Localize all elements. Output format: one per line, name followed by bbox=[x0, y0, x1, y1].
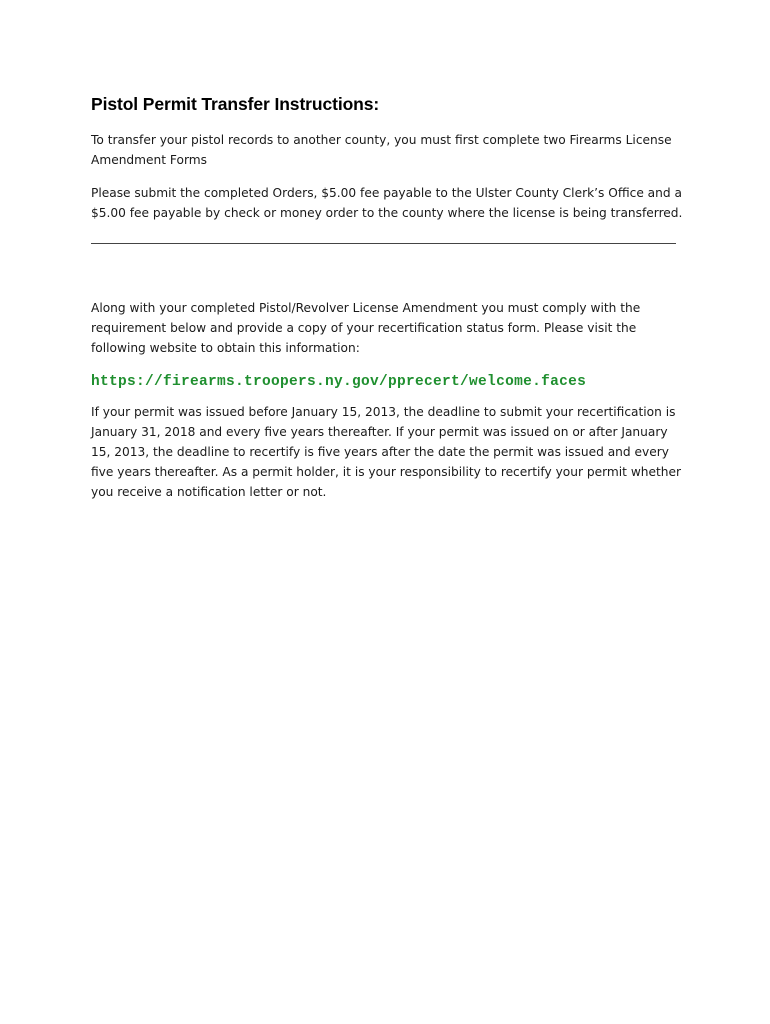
transfer-instructions-paragraph: To transfer your pistol records to another county, you must first complete two Firearms License Amendment Forms bbox=[91, 133, 672, 167]
recertification-requirement-paragraph: Along with your completed Pistol/Revolver License Amendment you must comply with the requirement below and provide a copy of your recertification status form. Please visit the following website to obtain this information: bbox=[91, 301, 641, 355]
fee-instructions-paragraph: Please submit the completed Orders, $5.00 fee payable to the Ulster County Clerk’s Office and a $5.00 fee payable by check or money order to the county where the license is being transferred. bbox=[91, 186, 683, 220]
recertification-deadline-paragraph: If your permit was issued before January 15, 2013, the deadline to submit your recertification is January 31, 2018 and every five years thereafter. If your permit was issued on or after January 15, 2013, the deadline to recertify is five years after the date the permit was issued and every five years thereafter. As a permit holder, it is your responsibility to recertify your permit whether you receive a notification letter or not. bbox=[91, 405, 682, 499]
separator-line bbox=[91, 243, 676, 244]
recertification-website-link[interactable]: https://firearms.troopers.ny.gov/pprecert/welcome.faces bbox=[91, 374, 587, 390]
page-title: Pistol Permit Transfer Instructions: bbox=[91, 94, 380, 114]
document-content bbox=[91, 92, 686, 515]
